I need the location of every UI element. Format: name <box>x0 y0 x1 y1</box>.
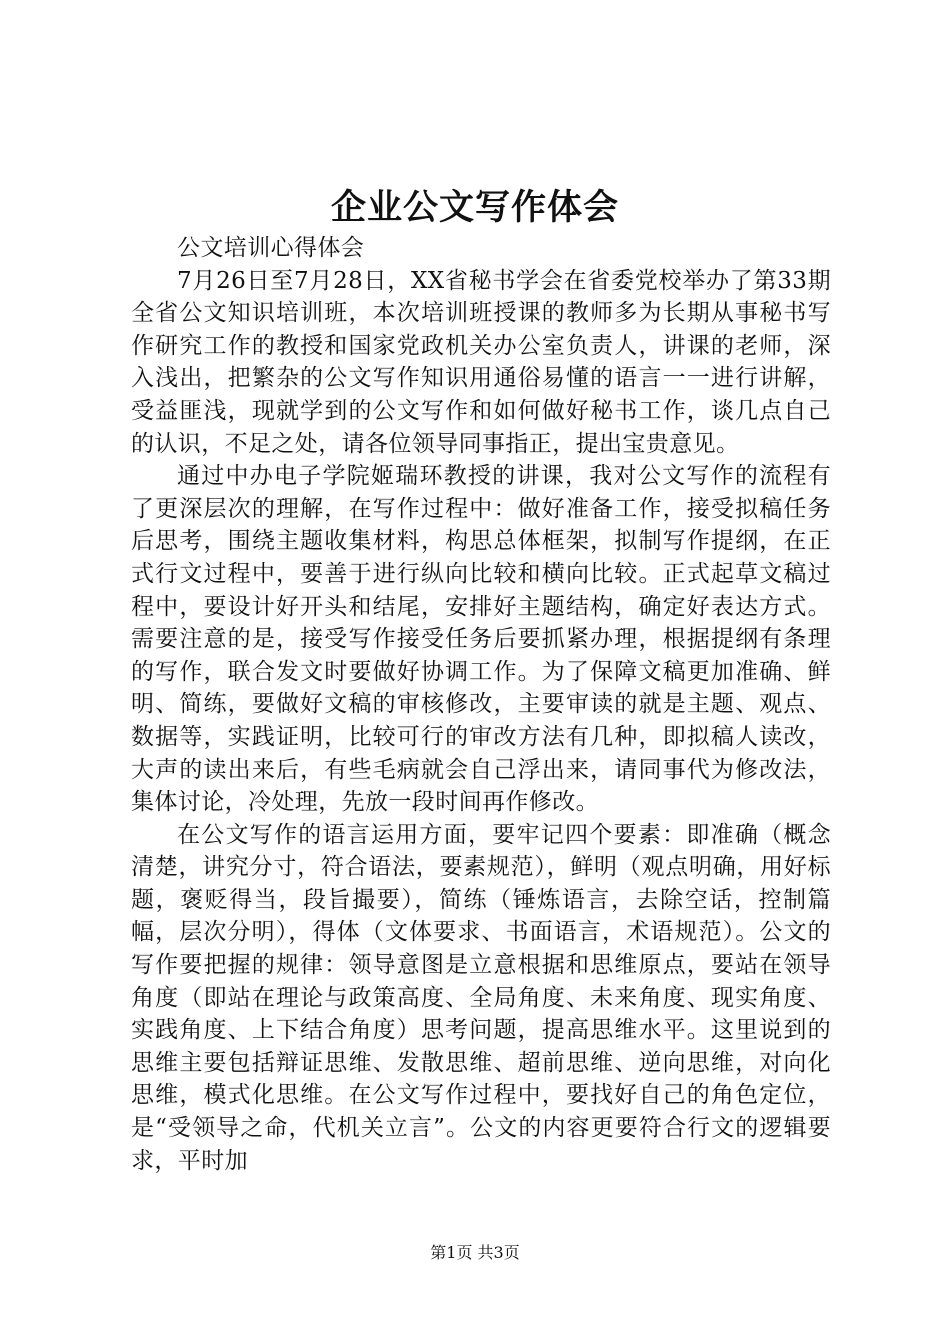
paragraph-language-usage: 在公文写作的语言运用方面，要牢记四个要素：即准确（概念清楚，讲究分寸，符合语法，要素规范），鲜明（观点明确，用好标题，褒贬得当，段旨撮要），简练（锤炼语言，去除空话，控制篇幅，层次分明），得体（文体要求、书面语言，术语规范）。公文的写作要把握的规律：领导意图是立意根据和思维原点，要站在领导角度（即站在理论与政策高度、全局角度、未来角度、现实角度、实践角度、上下结合角度）思考问题，提高思维水平。这里说到的思维主要包括辩证思维、发散思维、超前思维、逆向思维，对向化思维，模式化思维。在公文写作过程中，要找好自己的角色定位，是“受领导之命，代机关立言”。公文的内容更要符合行文的逻辑要求，平时加 <box>131 821 831 1174</box>
page-number-footer: 第1页 共3页 <box>430 1243 520 1262</box>
paragraph-writing-process: 通过中办电子学院姬瑞环教授的讲课，我对公文写作的流程有了更深层次的理解，在写作过程中：做好准备工作，接受拟稿任务后思考，围绕主题收集材料，构思总体框架，拟制写作提纲，在正式行文过程中，要善于进行纵向比较和横向比较。正式起草文稿过程中，要设计好开头和结尾，安排好主题结构，确定好表达方式。需要注意的是，接受写作接受任务后要抓紧办理，根据提纲有条理的写作，联合发文时要做好协调工作。为了保障文稿更加准确、鲜明、简练，要做好文稿的审核修改，主要审读的就是主题、观点、数据等，实践证明，比较可行的审改方法有几种，即拟稿人读改，大声的读出来后，有些毛病就会自己浮出来，请同事代为修改法，集体讨论，冷处理，先放一段时间再作修改。 <box>131 463 831 816</box>
paragraph-intro: 7月26日至7月28日，XX省秘书学会在省委党校举办了第33期全省公文知识培训班，本次培训班授课的教师多为长期从事秘书写作研究工作的教授和国家党政机关办公室负责人，讲课的老师，深入浅出，把繁杂的公文写作知识用通俗易懂的语言一一进行讲解，受益匪浅，现就学到的公文写作和如何做好秘书工作，谈几点自己的认识，不足之处，请各位领导同事指正，提出宝贵意见。 <box>131 267 831 457</box>
document-title: 企业公文写作体会 <box>330 187 619 228</box>
paragraph-subtitle: 公文培训心得体会 <box>177 235 365 261</box>
document-body <box>131 232 831 1177</box>
